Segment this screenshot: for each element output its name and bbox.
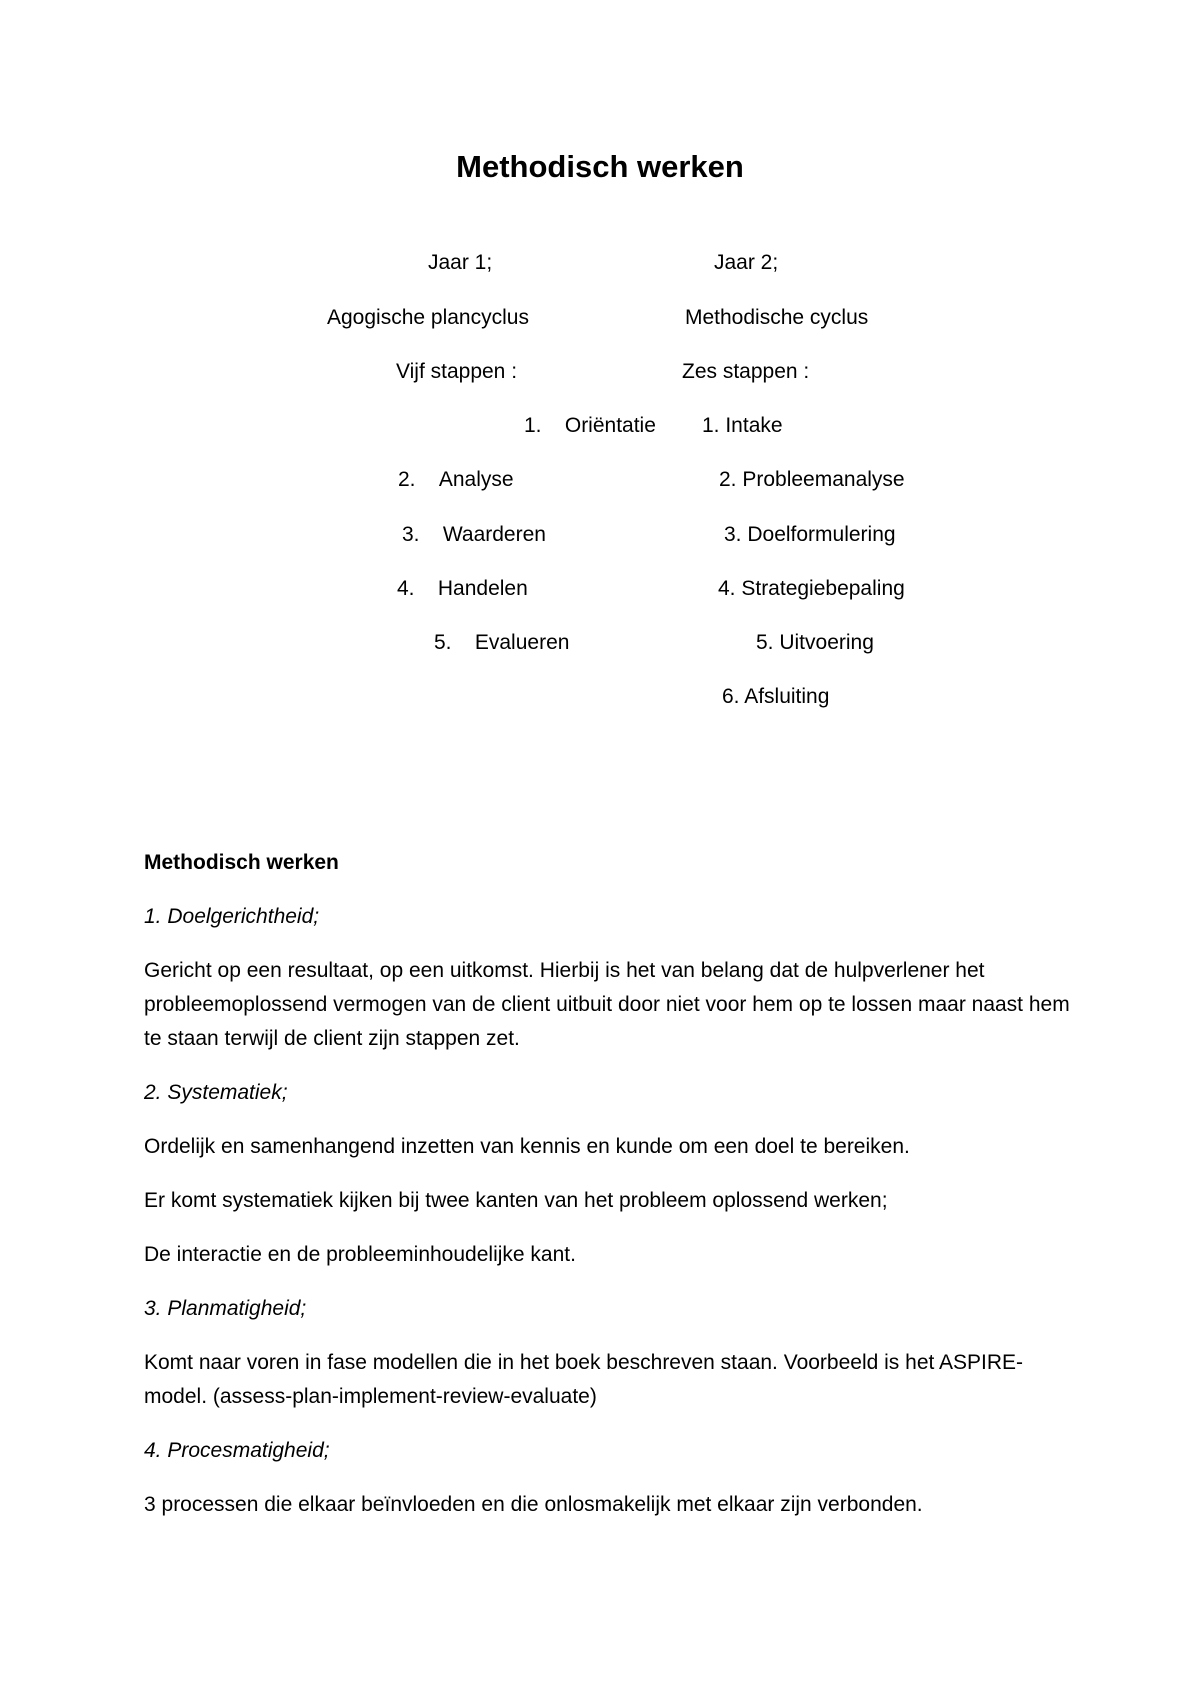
right-steps-label: Zes stappen : (682, 360, 810, 383)
left-step-1-num: 1. (524, 414, 542, 437)
left-step-2-label: Analyse (438, 468, 514, 491)
left-step-3-num: 3. (402, 523, 420, 546)
item-2-title: 2. Systematiek; (144, 1081, 288, 1104)
left-step-5 (434, 630, 569, 656)
item-4-paragraph-1: 3 processen die elkaar beïnvloeden en die onlosmakelijk met elkaar zijn verbonden. (144, 1493, 923, 1516)
right-step-5: 5. Uitvoering (756, 631, 874, 654)
left-step-2-num: 2. (398, 468, 416, 491)
item-1-paragraph-1: Gericht op een resultaat, op een uitkomst. Hierbij is het van belang dat de hulpverlener het probleemoplossend vermogen van de client uitbuit door niet voor hem op te lossen maar naast hem te staan terwijl de client zijn stappen zet. (144, 959, 1070, 1050)
right-cycle-name: Methodische cyclus (685, 306, 869, 329)
right-step-2: 2. Probleemanalyse (719, 468, 905, 491)
right-step-4: 4. Strategiebepaling (718, 577, 905, 600)
item-4-title: 4. Procesmatigheid; (144, 1439, 330, 1462)
body-section (144, 846, 1074, 1522)
item-2-paragraph-2: Er komt systematiek kijken bij twee kanten van het probleem oplossend werken; (144, 1189, 888, 1212)
right-step-6: 6. Afsluiting (722, 685, 830, 708)
item-1-title: 1. Doelgerichtheid; (144, 905, 320, 928)
left-step-5-label: Evalueren (474, 631, 570, 654)
left-step-5-num: 5. (434, 631, 452, 654)
item-2-paragraph-3: De interactie en de probleeminhoudelijke kant. (144, 1243, 576, 1266)
left-cycle-name: Agogische plancyclus (327, 306, 529, 329)
right-step-3: 3. Doelformulering (724, 523, 896, 546)
item-2-paragraph-1: Ordelijk en samenhangend inzetten van kennis en kunde om een doel te bereiken. (144, 1135, 910, 1158)
item-3-paragraph-1: Komt naar voren in fase modellen die in het boek beschreven staan. Voorbeeld is het ASPIRE-model. (assess-plan-implement-review-evaluate) (144, 1351, 1024, 1408)
left-step-4 (397, 576, 528, 602)
left-step-4-label: Handelen (437, 577, 528, 600)
left-step-1 (524, 413, 656, 439)
right-year: Jaar 2; (714, 251, 779, 274)
page-title: Methodisch werken (456, 149, 744, 184)
right-step-1: 1. Intake (702, 414, 783, 437)
left-steps-label: Vijf stappen : (396, 360, 518, 383)
left-step-4-num: 4. (397, 577, 415, 600)
left-step-2 (398, 467, 514, 493)
left-step-3 (402, 522, 546, 548)
left-step-1-label: Oriëntatie (564, 414, 656, 437)
item-3-title: 3. Planmatigheid; (144, 1297, 307, 1320)
section-heading: Methodisch werken (144, 851, 339, 874)
left-step-3-label: Waarderen (442, 523, 546, 546)
left-year: Jaar 1; (428, 251, 493, 274)
